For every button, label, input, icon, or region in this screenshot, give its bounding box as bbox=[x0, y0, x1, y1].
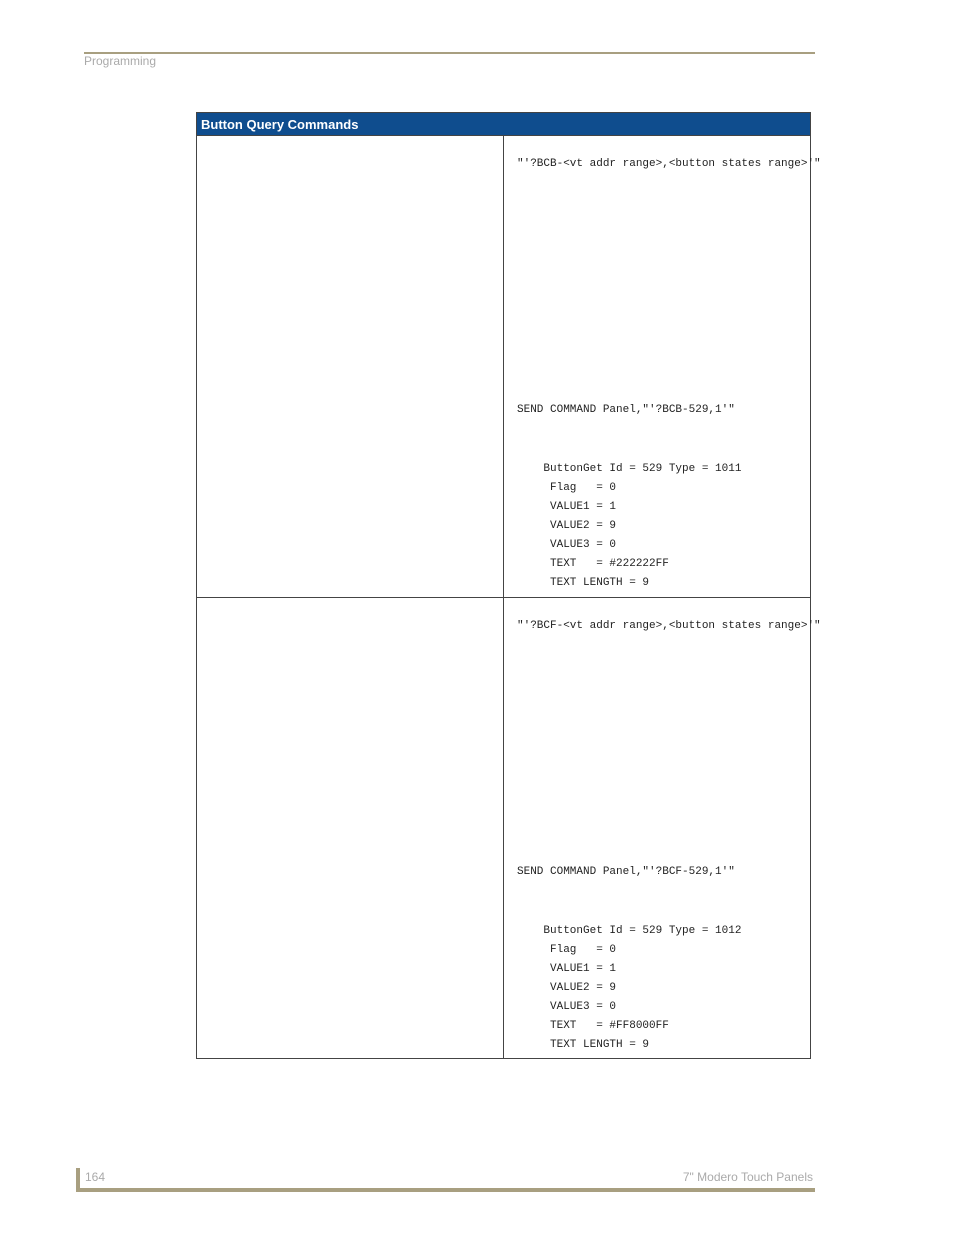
command-name-cell bbox=[197, 136, 504, 598]
command-example: SEND COMMAND Panel,"'?BCF-529,1'" bbox=[517, 866, 735, 878]
command-example: SEND COMMAND Panel,"'?BCB-529,1'" bbox=[517, 404, 735, 416]
table-title: Button Query Commands bbox=[197, 113, 811, 136]
response-line: ButtonGet Id = 529 Type = 1012 bbox=[517, 925, 742, 937]
response-block bbox=[504, 922, 810, 1055]
button-query-commands-table bbox=[196, 112, 821, 1059]
section-header: Programming bbox=[84, 54, 157, 68]
response-block bbox=[504, 460, 810, 593]
response-line: TEXT = #FF8000FF bbox=[517, 1020, 669, 1032]
response-line: TEXT LENGTH = 9 bbox=[517, 577, 650, 589]
footer-rule bbox=[76, 1188, 815, 1192]
footer-tab-marker bbox=[76, 1168, 80, 1190]
table-row bbox=[197, 136, 811, 598]
response-line: Flag = 0 bbox=[517, 482, 617, 494]
response-line: VALUE2 = 9 bbox=[517, 520, 617, 532]
table-row bbox=[197, 598, 811, 1059]
response-line: TEXT = #222222FF bbox=[517, 558, 669, 570]
command-syntax: "'?BCB-<vt addr range>,<button states range>'" bbox=[517, 158, 821, 170]
header-rule bbox=[84, 52, 815, 54]
response-line: Flag = 0 bbox=[517, 944, 617, 956]
command-detail-cell bbox=[504, 598, 821, 1059]
command-name-cell bbox=[197, 598, 504, 1059]
command-detail-cell bbox=[504, 136, 821, 598]
response-line: ButtonGet Id = 529 Type = 1011 bbox=[517, 463, 742, 475]
response-line: VALUE3 = 0 bbox=[517, 539, 617, 551]
response-line: VALUE1 = 1 bbox=[517, 963, 617, 975]
command-syntax: "'?BCF-<vt addr range>,<button states range>'" bbox=[517, 620, 821, 632]
page-number: 164 bbox=[85, 1170, 106, 1184]
response-line: TEXT LENGTH = 9 bbox=[517, 1039, 650, 1051]
product-name: 7" Modero Touch Panels bbox=[682, 1170, 813, 1184]
response-line: VALUE1 = 1 bbox=[517, 501, 617, 513]
response-line: VALUE3 = 0 bbox=[517, 1001, 617, 1013]
response-line: VALUE2 = 9 bbox=[517, 982, 617, 994]
